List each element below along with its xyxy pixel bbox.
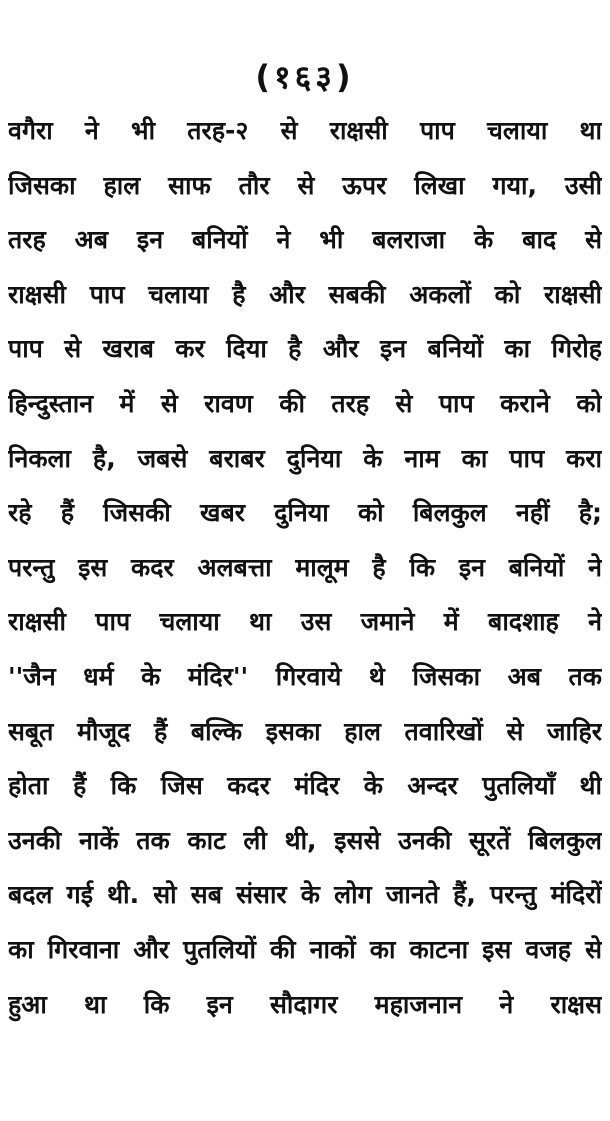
text-line-14: उनकी नाकें तक काट ली थी, इससे उनकी सूरतें बिलकुल xyxy=(8,825,602,855)
text-line-7: निकला है, जबसे बराबर दुनिया के नाम का पाप करा xyxy=(8,443,602,473)
text-line-6: हिन्दुस्तान में से रावण की तरह से पाप कराने को xyxy=(8,388,602,418)
text-line-13: होता हैं कि जिस कदर मंदिर के अन्दर पुतलियाँ थी xyxy=(8,771,602,801)
text-line-4: राक्षसी पाप चलाया है और सबकी अकलों को राक्षसी xyxy=(8,279,602,309)
text-line-10: राक्षसी पाप चलाया था उस जमाने में बादशाह ने xyxy=(8,607,602,637)
text-line-5: पाप से खराब कर दिया है और इन बनियों का गिरोह xyxy=(8,334,602,364)
text-line-2: जिसका हाल साफ तौर से ऊपर लिखा गया, उसी xyxy=(8,170,602,200)
text-line-16: का गिरवाना और पुतलियों की नाकों का काटना इस वजह से xyxy=(8,934,602,964)
text-line-17: हुआ था कि इन सौदागर महाजनान ने राक्षस xyxy=(8,989,602,1019)
text-line-12: सबूत मौजूद हैं बल्कि इसका हाल तवारिखों से जाहिर xyxy=(8,716,602,746)
text-line-9: परन्तु इस कदर अलबत्ता मालूम है कि इन बनियों ने xyxy=(8,552,602,582)
text-line-11: ''जैन धर्म के मंदिर'' गिरवाये थे जिसका अब तक xyxy=(8,661,602,691)
text-line-1: वगैरा ने भी तरह-२ से राक्षसी पाप चलाया था xyxy=(8,116,602,145)
text-line-3: तरह अब इन बनियों ने भी बलराजा के बाद से xyxy=(8,225,602,255)
text-line-15: बदल गई थी. सो सब संसार के लोग जानते हैं, परन्तु मंदिरों xyxy=(8,880,602,910)
page-number: (१६३) xyxy=(255,58,355,96)
body-text xyxy=(8,104,602,1032)
text-line-8: रहे हैं जिसकी खबर दुनिया को बिलकुल नहीं है; xyxy=(8,498,602,528)
